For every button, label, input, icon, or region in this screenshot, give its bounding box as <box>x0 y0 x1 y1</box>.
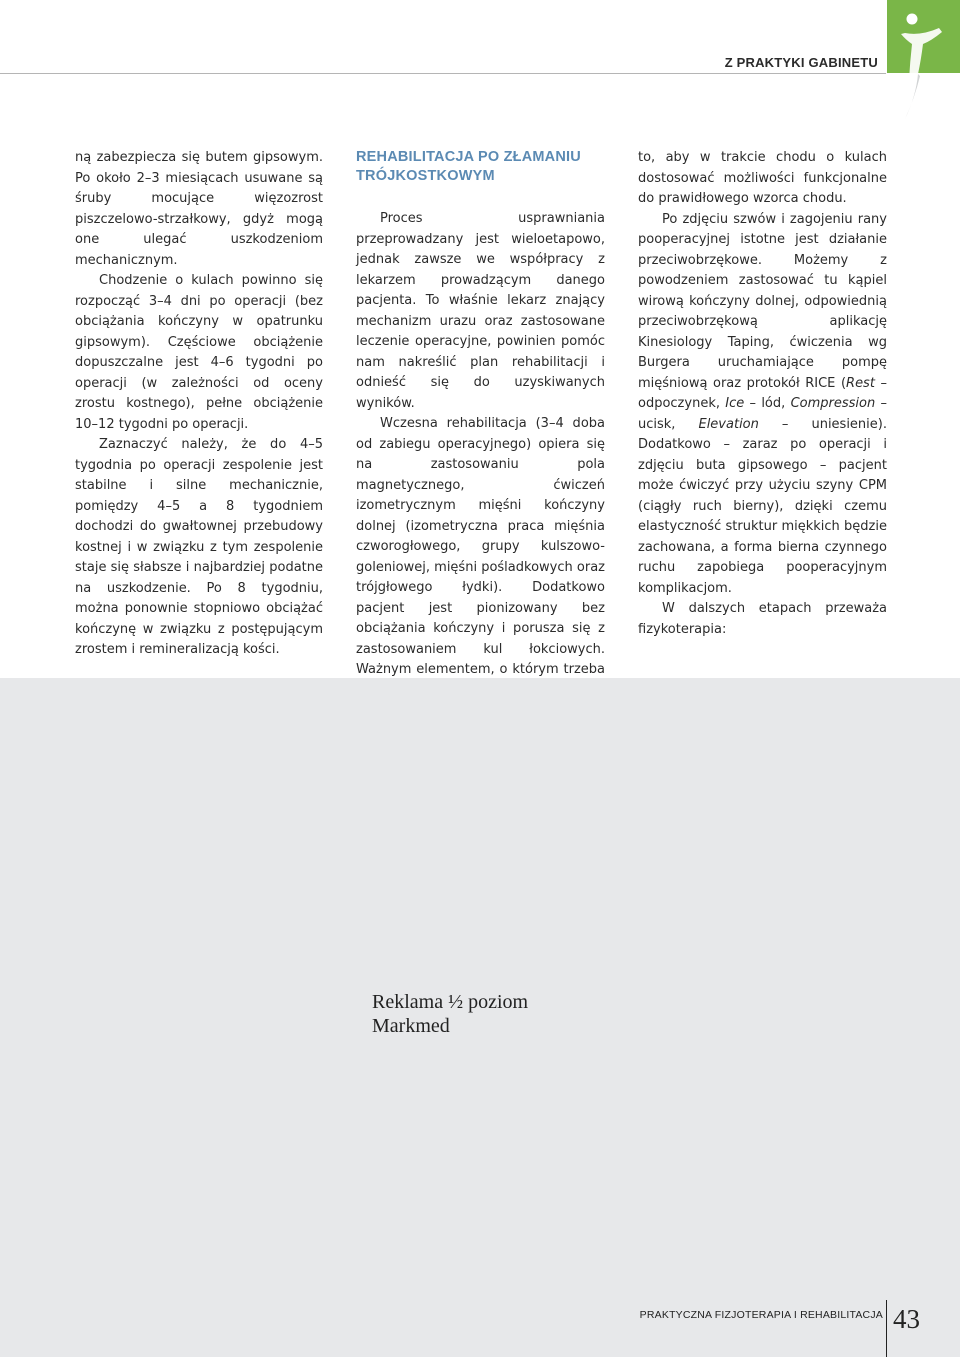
term-compression: Compression <box>790 396 876 411</box>
paragraph: to, aby w trakcie chodu o kulach dostosować możliwości funkcjonalne do prawidłowego wzorca chodu. <box>638 150 887 206</box>
text-run: – lód, <box>744 396 791 411</box>
term-rest: Rest <box>846 375 875 391</box>
paragraph: Wczesna rehabilitacja (3–4 doba od zabiegu operacyjnego) opiera się na zastosowaniu pola magnetycznego, ćwiczeń izometrycznym mięśni kończyny dolnej (izometryczna praca mięśnia czworogłowego, grupy kulszowo-goleniowej, mięśni pośladkowych oraz trójgłowego łydki). Dodatkowo pacjent jest pionizowany bez obciążania kończyny i porusza się z zastosowaniem kul łokciowych. Ważnym elementem, o którym trzeba <box>356 416 605 677</box>
ad-line: Markmed <box>372 1015 450 1037</box>
page-number: 43 <box>893 1304 920 1334</box>
paragraph <box>638 210 887 600</box>
section-label: Z PRAKTYKI GABINETU <box>724 55 878 70</box>
text-column-2 <box>356 148 605 701</box>
section-heading: REHABILITACJA PO ZŁAMANIU TRÓJKOSTKOWYM <box>356 149 581 184</box>
paragraph: Proces usprawniania przeprowadzany jest wieloetapowo, jednak zawsze we współpracy z lekarzem prowadzącym danego pacjenta. To właśnie lekarz znający mechanizm urazu oraz zastosowane leczenie operacyjne, powinien pomóc nam nakreślić plan rehabilitacji i odnieść się do uzyskiwanych wyników. <box>356 211 605 411</box>
paragraph: Chodzenie o kulach powinno się rozpocząć 3–4 dni po operacji (bez obciążania kończyny w opatrunku gipsowym). Częściowe obciążenie dopuszczalne jest 4–6 tygodni po operacji (w zależności od oceny zrostu kostnego), pełne obciążenie 10–12 tygodni po operacji. <box>75 273 323 432</box>
text-run: Po zdjęciu szwów i zagojeniu rany pooperacyjnej istotne jest działanie przeciwobrzękowe. Możemy z powodzeniem zastosować tu kąpiel wirową kończyny dolnej, odpowiednią przeciwobrzękową aplikację Kinesiology Taping, ćwiczenia wg Burgera uruchamiające pompę mięśniową oraz protokół RICE ( <box>638 211 887 391</box>
footer-rule <box>886 1300 887 1357</box>
paragraph: ną zabezpiecza się butem gipsowym. Po około 2–3 miesiącach usuwane są śruby mocujące więzozrost piszczelowo-strzałkowy, gdyż mogą one ulegać uszkodzeniom mechanicznym. <box>75 150 323 268</box>
paragraph: W dalszych etapach przeważa fizykoterapia: <box>638 601 887 637</box>
term-ice: Ice <box>725 396 745 411</box>
text-column-3 <box>638 148 887 640</box>
text-run: – odpoczynek, <box>638 375 887 411</box>
journal-title: PRAKTYCZNA FIZJOTERAPIA I REHABILITACJA <box>639 1309 883 1321</box>
advertisement-placeholder <box>372 990 528 1038</box>
header-rule <box>0 73 886 74</box>
term-elevation: Elevation <box>698 416 759 432</box>
text-column-1 <box>75 148 323 661</box>
ad-line: Reklama ½ poziom <box>372 991 529 1013</box>
paragraph: Zaznaczyć należy, że do 4–5 tygodnia po operacji zespolenie jest stabilne i silne mechanicznie, pomiędzy 4–5 a 8 tygodniem dochodzi do gwałtownej przebudowy kostnej i w związku z tym zespolenie staje się słabsze i najbardziej podatne na uszkodzenie. Po 8 tygodniu, można ponownie stopniowo obciążać kończynę w związku z postępującym zrostem i remineralizacją kości. <box>75 437 323 657</box>
text-run: – ucisk, <box>638 396 887 432</box>
figure-icon <box>887 0 960 125</box>
text-run: – uniesienie). Dodatkowo – zaraz po operacji i zdjęciu buta gipsowego – pacjent może ćwiczyć przy użyciu szyny CPM (ciągły ruch bierny), dzięki czemu elastyczność struktur miękkich będzie zachowana, a forma bierna czynnego ruchu zapobiega pooperacyjnym komplikacjom. <box>638 416 887 596</box>
